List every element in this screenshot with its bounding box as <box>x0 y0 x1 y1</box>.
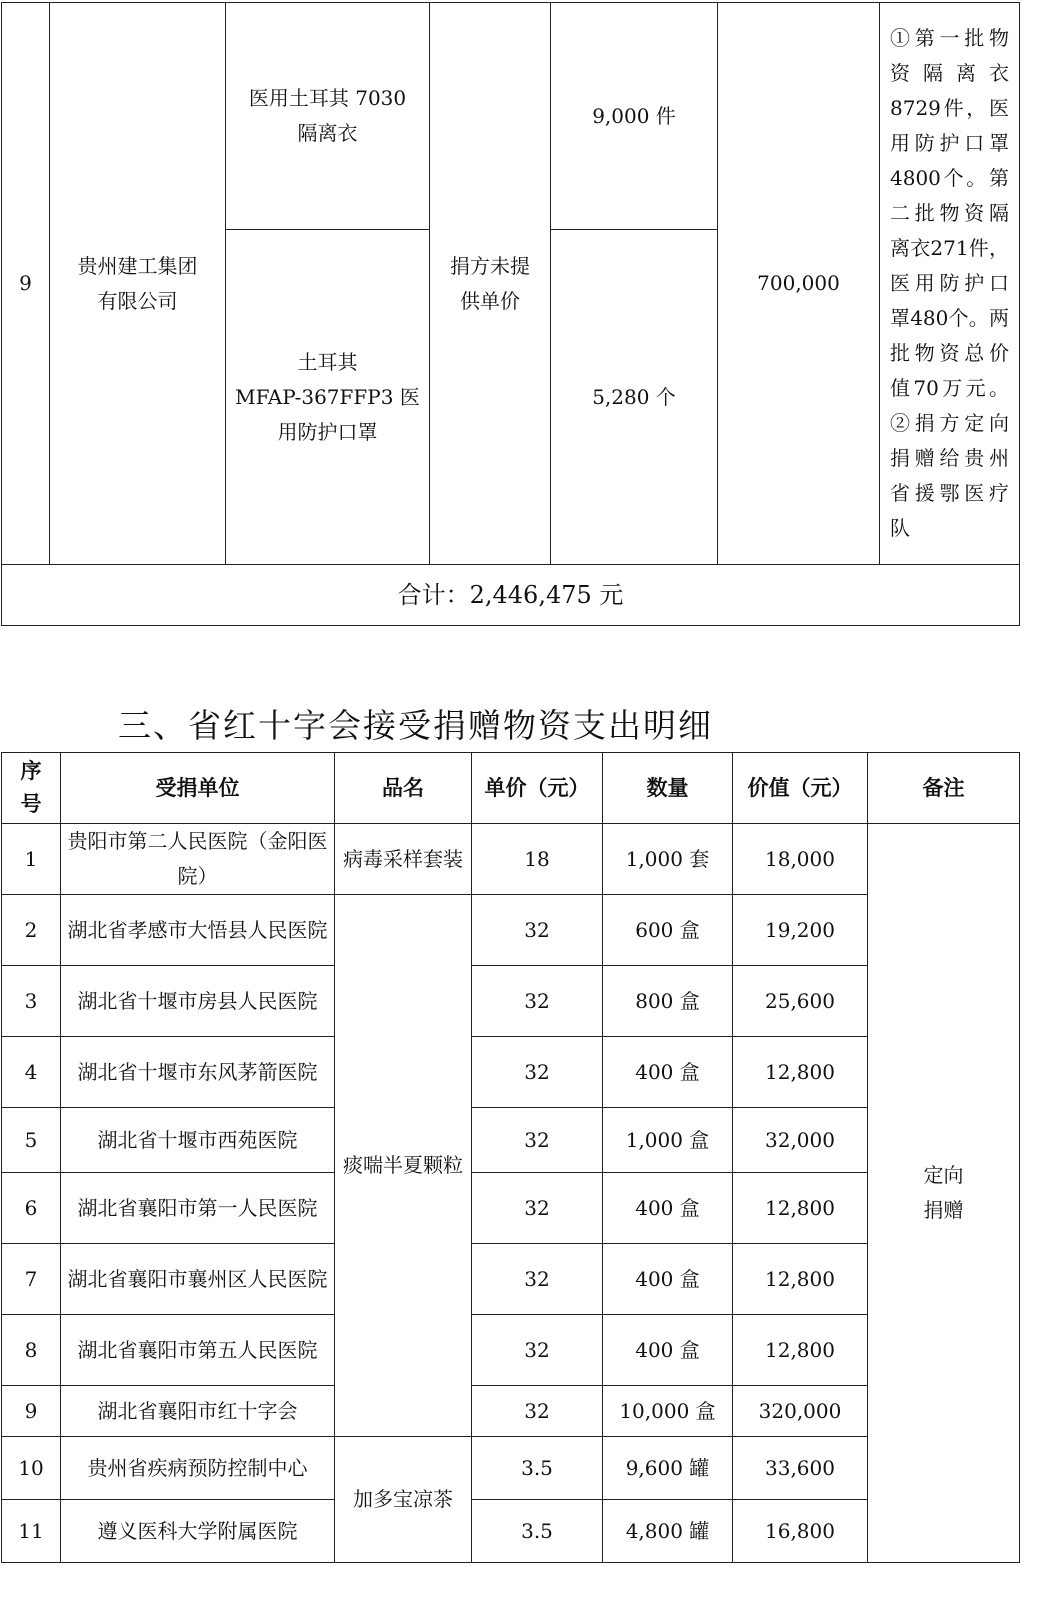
table-row <box>2 1173 1020 1244</box>
recipient-cell: 遵义医科大学附属医院 <box>61 1500 335 1563</box>
seq-cell: 10 <box>2 1437 61 1500</box>
value-cell: 16,800 <box>733 1500 868 1563</box>
section-title: 三、省红十字会接受捐赠物资支出明细 <box>118 706 713 745</box>
item-cell: 痰喘半夏颗粒 <box>335 895 472 1437</box>
table-row <box>2 966 1020 1037</box>
table-row <box>2 824 1020 895</box>
item-line: 用防护口罩 <box>277 419 378 444</box>
seq-cell: 3 <box>2 966 61 1037</box>
quantity-cell: 5,280 个 <box>551 230 718 565</box>
unit-price-cell: 32 <box>472 1108 603 1173</box>
quantity-cell: 1,000 盒 <box>603 1108 733 1173</box>
unit-price-cell <box>430 3 551 565</box>
unit-price-cell: 32 <box>472 966 603 1037</box>
seq-cell: 9 <box>2 1386 61 1437</box>
table-row <box>2 1108 1020 1173</box>
seq-cell: 5 <box>2 1108 61 1173</box>
item-cell: 加多宝凉茶 <box>335 1437 472 1563</box>
quantity-cell: 4,800 罐 <box>603 1500 733 1563</box>
recipient-cell: 湖北省襄阳市红十字会 <box>61 1386 335 1437</box>
seq-cell: 6 <box>2 1173 61 1244</box>
header-unit-price: 单价（元） <box>472 753 603 824</box>
table-row <box>2 1315 1020 1386</box>
quantity-cell: 1,000 套 <box>603 824 733 895</box>
unit-price-cell: 32 <box>472 895 603 966</box>
item-line: 土耳其 <box>297 349 358 374</box>
table-row <box>2 1037 1020 1108</box>
header-value: 价值（元） <box>733 753 868 824</box>
total-cell: 合计：2,446,475 元 <box>2 565 1020 626</box>
unit-price-cell: 32 <box>472 1037 603 1108</box>
expenditure-table <box>1 752 1020 1563</box>
unit-price-line: 捐方未提 <box>450 253 530 278</box>
header-recipient: 受捐单位 <box>61 753 335 824</box>
item-cell <box>226 230 430 565</box>
unit-price-cell: 32 <box>472 1315 603 1386</box>
seq-cell: 2 <box>2 895 61 966</box>
item-line: MFAP-367FFP3 医 <box>235 384 420 409</box>
value-cell: 12,800 <box>733 1315 868 1386</box>
recipient-cell: 湖北省襄阳市襄州区人民医院 <box>61 1244 335 1315</box>
table-row <box>2 895 1020 966</box>
recipient-cell: 湖北省襄阳市第一人民医院 <box>61 1173 335 1244</box>
unit-price-cell: 32 <box>472 1386 603 1437</box>
recipient-cell: 贵阳市第二人民医院（金阳医院） <box>61 824 335 895</box>
unit-price-cell: 3.5 <box>472 1500 603 1563</box>
value-cell: 18,000 <box>733 824 868 895</box>
recipient-cell: 湖北省襄阳市第五人民医院 <box>61 1315 335 1386</box>
header-seq: 序号 <box>2 753 61 824</box>
seq-cell: 9 <box>2 3 50 565</box>
unit-price-cell: 3.5 <box>472 1437 603 1500</box>
unit-price-line: 供单价 <box>460 288 520 313</box>
item-cell <box>226 3 430 230</box>
value-cell: 33,600 <box>733 1437 868 1500</box>
table-row <box>2 1386 1020 1437</box>
recipient-cell: 湖北省十堰市西苑医院 <box>61 1108 335 1173</box>
unit-price-cell: 32 <box>472 1244 603 1315</box>
quantity-cell: 400 盒 <box>603 1244 733 1315</box>
value-cell: 25,600 <box>733 966 868 1037</box>
item-line: 隔离衣 <box>297 121 358 145</box>
item-cell: 病毒采样套装 <box>335 824 472 895</box>
value-cell: 320,000 <box>733 1386 868 1437</box>
seq-cell: 1 <box>2 824 61 895</box>
header-remark: 备注 <box>868 753 1020 824</box>
unit-price-cell: 18 <box>472 824 603 895</box>
seq-cell: 11 <box>2 1500 61 1563</box>
donor-cell <box>50 3 226 565</box>
table-row <box>2 1500 1020 1563</box>
value-cell: 12,800 <box>733 1037 868 1108</box>
quantity-cell: 9,600 罐 <box>603 1437 733 1500</box>
value-cell: 19,200 <box>733 895 868 966</box>
note-cell: ①第一批物资隔离衣8729件，医用防护口罩4800个。第二批物资隔离衣271件，医用防护口罩480个。两批物资总价值70万元。②捐方定向捐赠给贵州省援鄂医疗队 <box>880 3 1020 565</box>
donor-line: 有限公司 <box>97 288 178 313</box>
quantity-cell: 9,000 件 <box>551 3 718 230</box>
value-cell: 12,800 <box>733 1244 868 1315</box>
recipient-cell: 贵州省疾病预防控制中心 <box>61 1437 335 1500</box>
seq-cell: 8 <box>2 1315 61 1386</box>
quantity-cell: 400 盒 <box>603 1173 733 1244</box>
header-item: 品名 <box>335 753 472 824</box>
seq-cell: 7 <box>2 1244 61 1315</box>
unit-price-cell: 32 <box>472 1173 603 1244</box>
item-line: 医用土耳其 7030 <box>248 86 407 110</box>
donation-receipt-table <box>1 2 1020 626</box>
quantity-cell: 800 盒 <box>603 966 733 1037</box>
quantity-cell: 10,000 盒 <box>603 1386 733 1437</box>
value-cell: 700,000 <box>718 3 880 565</box>
donor-line: 贵州建工集团 <box>77 253 198 278</box>
recipient-cell: 湖北省十堰市房县人民医院 <box>61 966 335 1037</box>
value-cell: 32,000 <box>733 1108 868 1173</box>
table-row <box>2 1437 1020 1500</box>
value-cell: 12,800 <box>733 1173 868 1244</box>
quantity-cell: 600 盒 <box>603 895 733 966</box>
recipient-cell: 湖北省孝感市大悟县人民医院 <box>61 895 335 966</box>
remark-cell: 定向捐赠 <box>868 824 1020 1563</box>
quantity-cell: 400 盒 <box>603 1315 733 1386</box>
seq-cell: 4 <box>2 1037 61 1108</box>
header-quantity: 数量 <box>603 753 733 824</box>
recipient-cell: 湖北省十堰市东风茅箭医院 <box>61 1037 335 1108</box>
quantity-cell: 400 盒 <box>603 1037 733 1108</box>
table-row <box>2 1244 1020 1315</box>
